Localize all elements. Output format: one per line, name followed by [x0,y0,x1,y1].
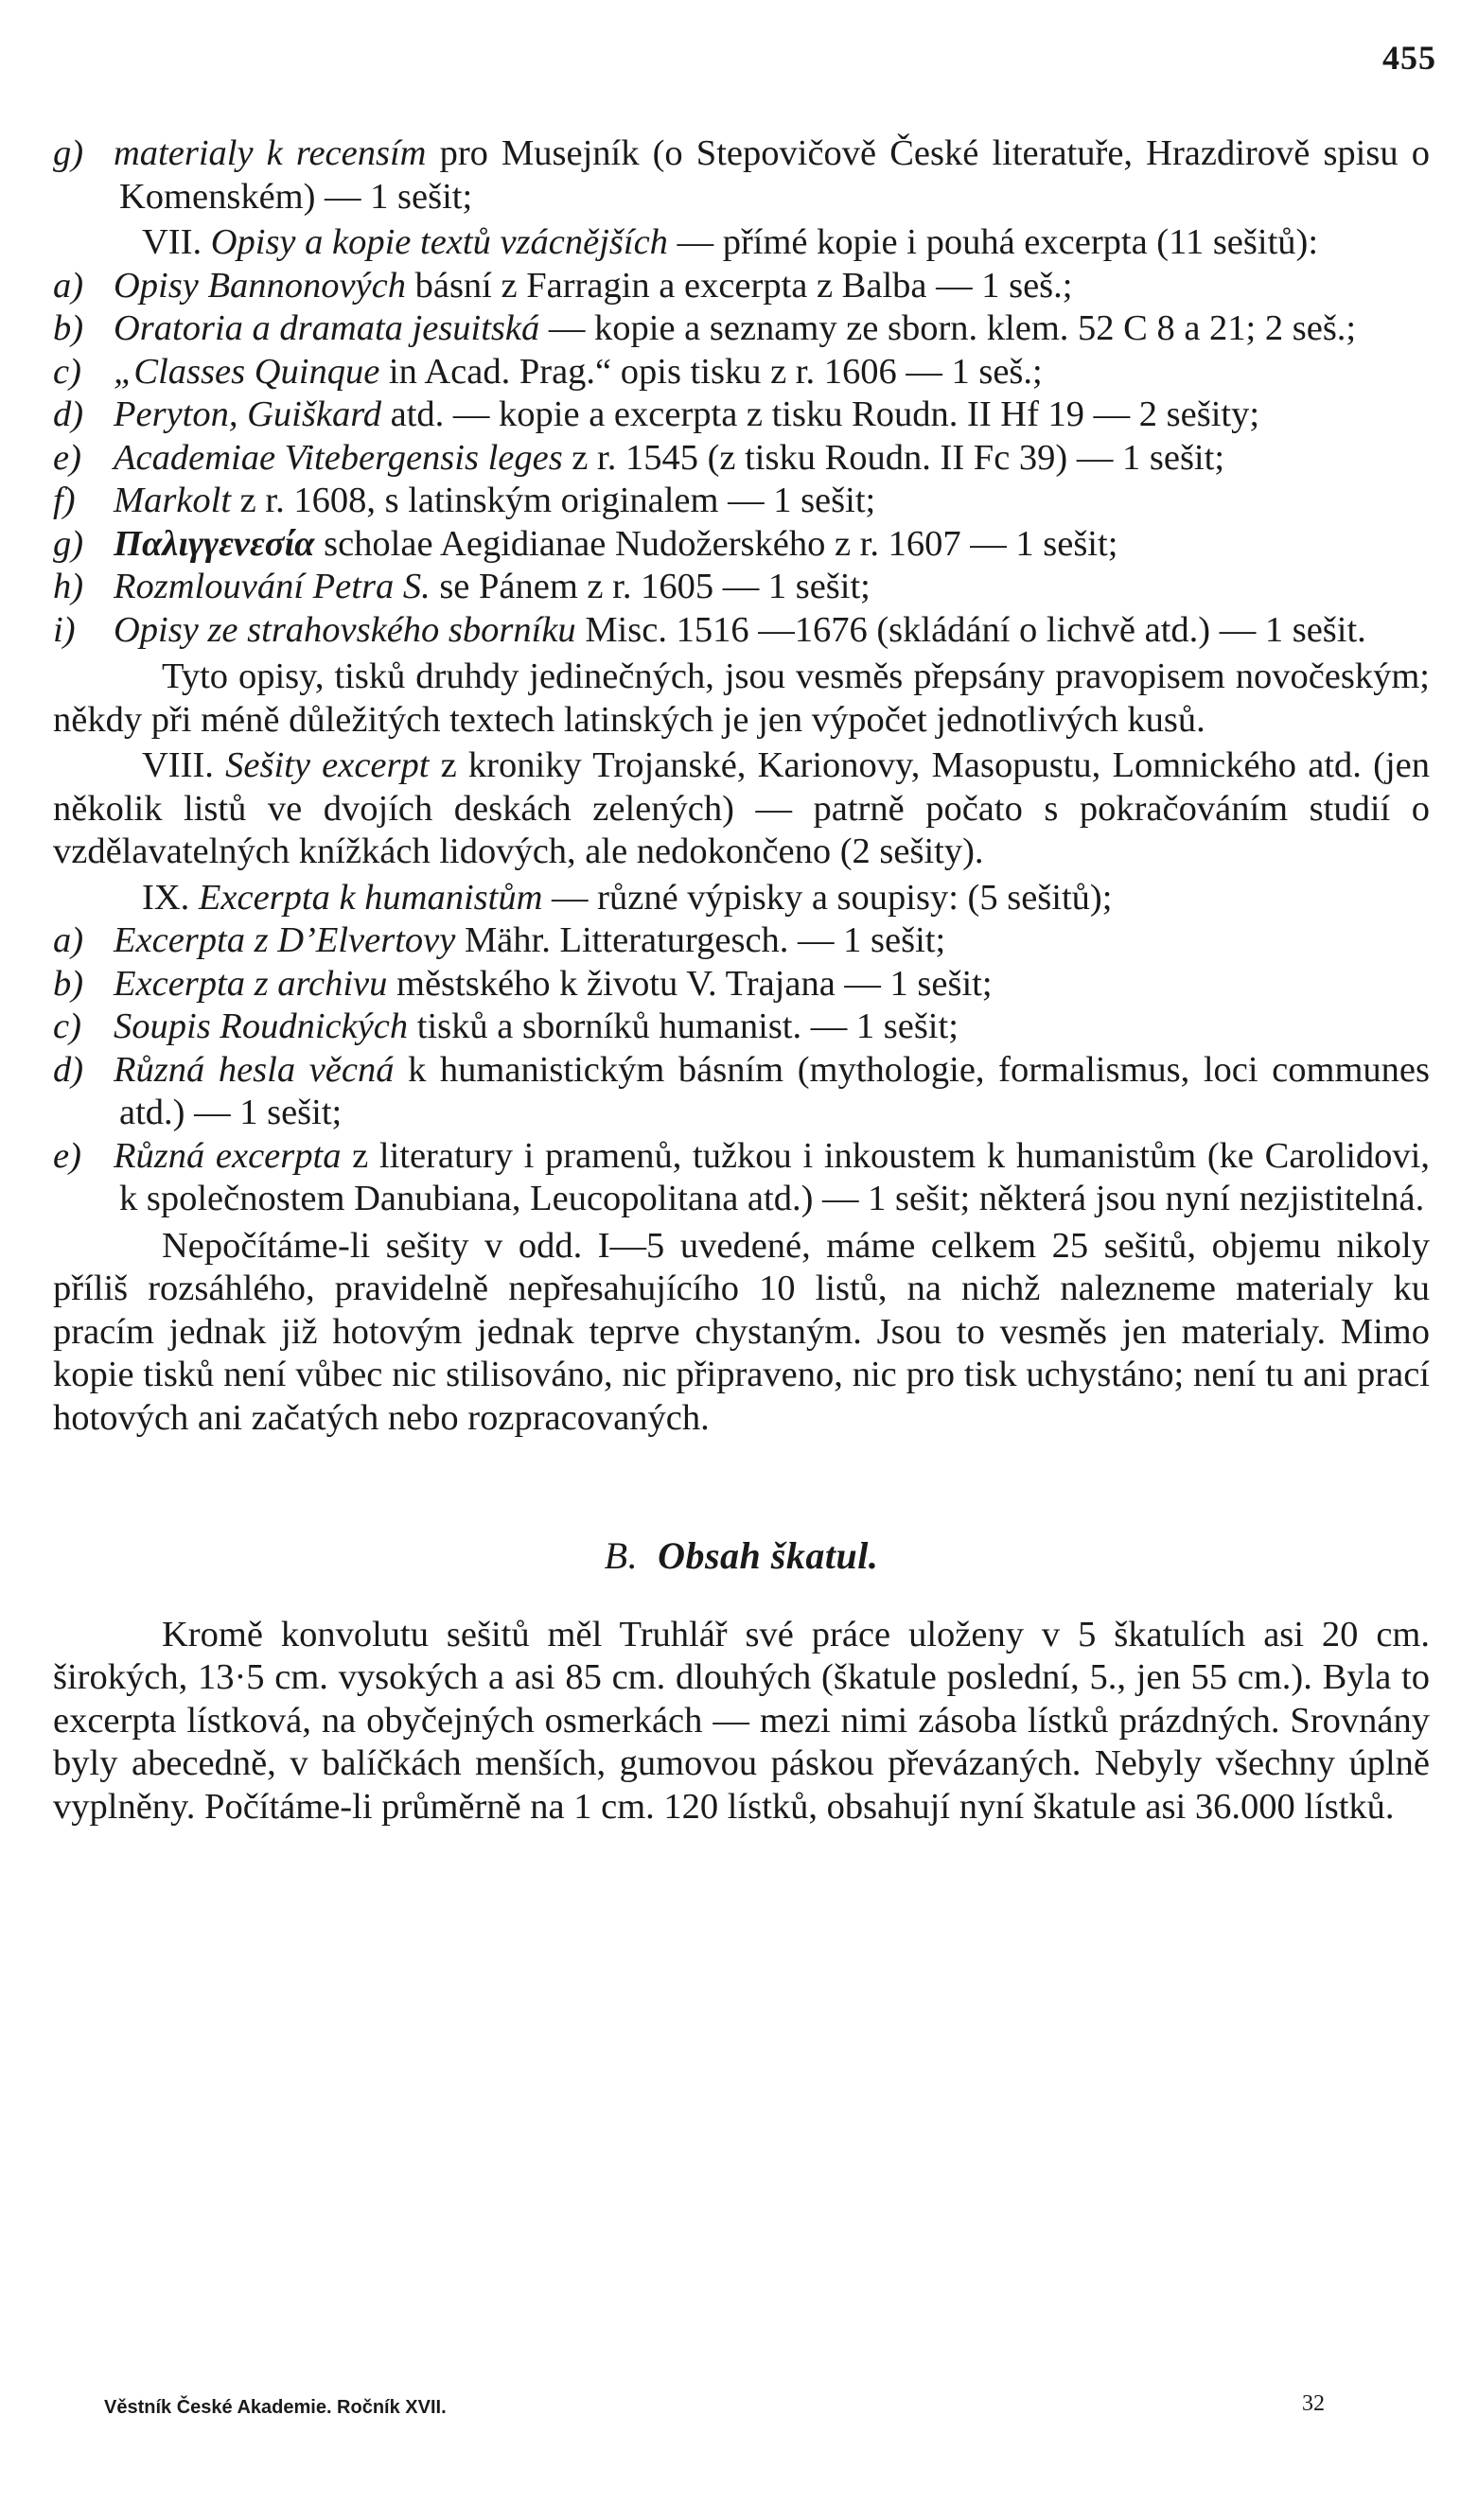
item-title: Peryton, Guiškard [114,394,381,434]
list-item-vii-b [53,307,1430,351]
list-item-vii-e [53,437,1430,481]
page-body [53,132,1430,1829]
item-label: a) [53,920,84,960]
item-title: Různá hesla věcná [114,1049,395,1090]
item-text: atd. — kopie a excerpta z tisku Roudn. II Hf 19 — 2 sešity; [381,394,1260,434]
item-title: Παλιγγενεσία [114,523,315,564]
item-label: b) [53,308,84,348]
section-ix [53,877,1430,920]
section-number: IX. [142,877,190,918]
item-label: c) [53,351,81,392]
item-title: Různá excerpta [114,1135,342,1176]
item-text: Mähr. Litteraturgesch. — 1 sešit; [455,920,946,960]
section-title: Excerpta k humanistům [198,877,543,918]
section-title: Sešity excerpt [225,745,430,785]
item-text: z r. 1608, s latinským originalem — 1 sešit; [231,481,876,520]
item-label: d) [53,394,84,434]
item-title: Soupis Roudnických [114,1006,409,1046]
paragraph-opisy: Tyto opisy, tisků druhdy jedinečných, jsou vesměs přepsány pravopisem novočeským; někdy při méně důležitých textech latinských je jen výpočet jednotlivých kusů. [53,656,1430,740]
item-text: z r. 1545 (z tisku Roudn. II Fc 39) — 1 sešit; [562,437,1225,478]
item-label: g) [53,133,84,173]
list-item-vii-a [53,265,1430,308]
list-item-vii-d [53,394,1430,437]
heading-title: Obsah škatul. [658,1534,879,1577]
page-number: 455 [1382,39,1436,77]
list-item-ix-c [53,1006,1430,1049]
list-item-ix-d [53,1049,1430,1135]
page-footer [104,2391,1325,2419]
item-title: Excerpta z D’Elvertovy [114,920,456,960]
section-title: Opisy a kopie textů vzácnějších [210,222,668,262]
item-title: Academiae Vitebergensis leges [114,437,563,478]
item-label: i) [53,609,76,650]
item-title: materialy k recensím [114,133,427,173]
item-label: a) [53,265,84,306]
item-label: e) [53,1135,81,1176]
section-number: VII. [142,222,202,262]
item-text: tisků a sborníků humanist. — 1 sešit; [408,1006,959,1046]
item-label: f) [53,481,76,520]
item-label: b) [53,963,84,1004]
item-text: pro Musejník (o Stepovičově České literatuře, Hrazdirově spisu o Komenském) — 1 sešit; [119,133,1430,217]
list-item-vii-c [53,351,1430,394]
item-text: k humanistickým básním (mythologie, formalismus, loci communes atd.) — 1 sešit; [119,1049,1430,1132]
item-text: se Pánem z r. 1605 — 1 sešit; [430,567,871,606]
heading-letter: B. [604,1534,639,1577]
paragraph-nepocitame: Nepočítáme-li sešity v odd. I—5 uvedené, máme celkem 25 sešitů, objemu nikoly příliš rozsáhlého, pravidelně nepřesahujícího 10 listů, na nichž nalezneme materialy ku pracím jednak již hotovým jednak teprve chystaným. Jsou to vesměs jen materialy. Mimo kopie tisků není vůbec nic stilisováno, nic připraveno, nic pro tisk uchystáno; není tu ani prací hotových ani začatých nebo rozpracovaných. [53,1225,1430,1438]
item-text: in Acad. Prag.“ opis tisku z r. 1606 — 1 seš.; [379,351,1043,392]
section-viii [53,744,1430,874]
item-label: g) [53,523,84,564]
item-text: básní z Farragin a excerpta z Balba — 1 seš.; [405,265,1073,306]
list-item-ix-a [53,919,1430,963]
item-text: — kopie a seznamy ze sborn. klem. 52 C 8 a 21; 2 seš.; [539,308,1357,348]
item-label: e) [53,437,81,478]
list-item-vii-h [53,566,1430,609]
item-title: Excerpta z archivu [114,963,388,1004]
item-title: Rozmlouvání Petra S. [114,567,431,606]
item-text: městského k životu V. Trajana — 1 sešit; [387,963,993,1004]
section-text: — různé výpisky a soupisy: (5 sešitů); [542,877,1113,918]
section-text: z kroniky Trojanské, Karionovy, Masopustu, Lomnického atd. (jen několik listů ve dvojích deskách zelených) — patrně počato s pokračováním studií o vzdělavatelných knížkách lidových, ale nedokončeno (2 sešity). [53,745,1430,871]
item-title: Opisy Bannonových [114,265,406,306]
section-text: — přímé kopie i pouhá excerpta (11 sešitů): [667,222,1319,262]
section-heading-b [53,1534,1430,1578]
list-item-ix-e [53,1135,1430,1221]
item-title: „Classes Quinque [114,351,380,392]
paragraph-krome: Kromě konvolutu sešitů měl Truhlář své práce uloženy v 5 škatulích asi 20 cm. širokých, 13·5 cm. vysokých a asi 85 cm. dlouhých (škatule poslední, 5., jen 55 cm.). Byla to excerpta lístková, na obyčejných osmerkách — mezi nimi zásoba lístků prázdných. Srovnány byly abecedně, v balíčkách menších, gumovou páskou převázaných. Nebyly všechny úplně vyplněny. Počítáme-li průměrně na 1 cm. 120 lístků, obsahují nyní škatule asi 36.000 lístků. [53,1614,1430,1827]
list-item-vii-g [53,523,1430,567]
list-item-g-materialy [53,132,1430,219]
item-text: scholae Aegidianae Nudožerského z r. 1607 — 1 sešit; [314,523,1118,564]
section-vii [53,221,1430,265]
item-text: Misc. 1516 —1676 (skládání o lichvě atd.) — 1 sešit. [575,609,1366,650]
item-title: Markolt [114,481,232,520]
item-label: c) [53,1006,81,1046]
list-item-ix-b [53,963,1430,1006]
signature-mark: 32 [1302,2391,1325,2416]
item-title: Opisy ze strahovského sborníku [114,609,576,650]
item-label: h) [53,567,84,606]
item-title: Oratoria a dramata jesuitská [114,308,540,348]
item-label: d) [53,1049,84,1090]
journal-name: Věstník České Akademie. Ročník XVII. [104,2397,447,2418]
section-number: VIII. [142,745,214,785]
list-item-vii-f [53,480,1430,523]
list-item-vii-i [53,609,1430,653]
item-text: z literatury i pramenů, tužkou i inkoustem k humanistům (ke Carolidovi, k společnostem Danubiana, Leucopolitana atd.) — 1 sešit; některá jsou nyní nezjistitelná. [119,1135,1430,1218]
